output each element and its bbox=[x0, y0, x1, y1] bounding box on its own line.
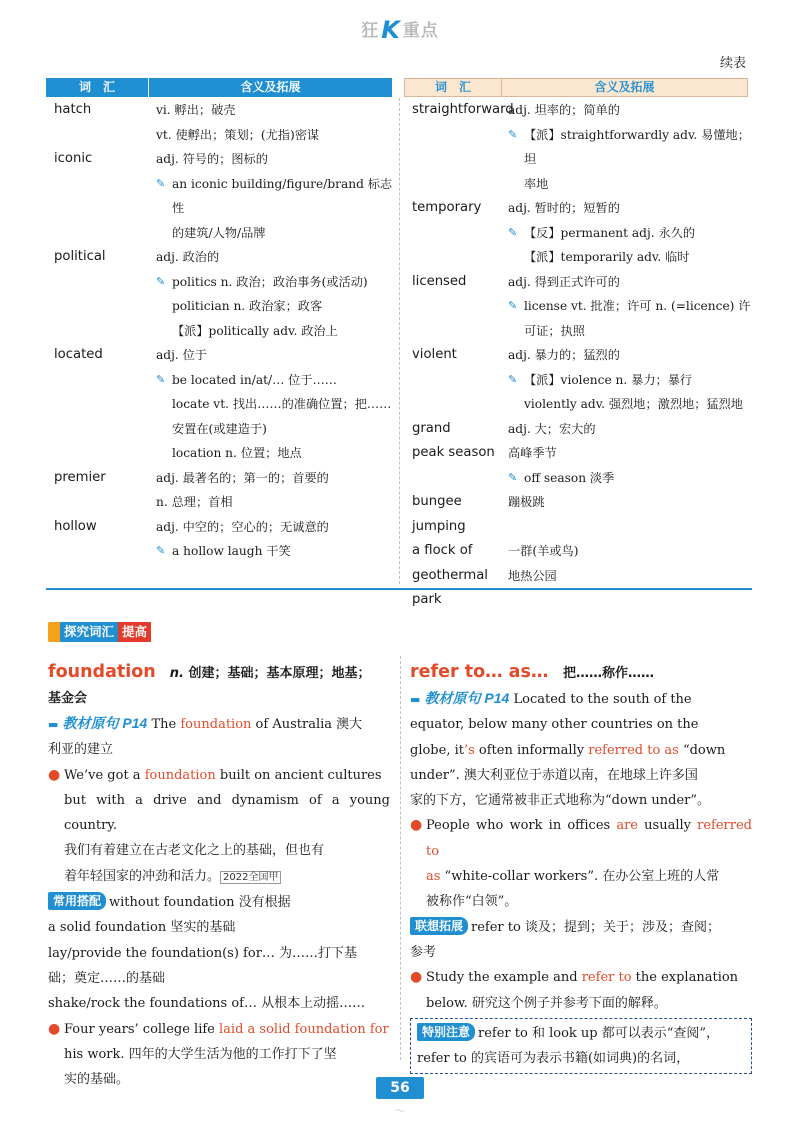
definition-text: 率地 bbox=[524, 176, 549, 191]
text: 被称作“白领”。 bbox=[426, 894, 518, 910]
collocation-label: 常用搭配 bbox=[48, 892, 106, 910]
vocab-definitions bbox=[156, 466, 394, 515]
col-word-header: 词 汇 bbox=[434, 80, 471, 94]
vocab-definition bbox=[156, 245, 394, 270]
pencil-icon: ✎ bbox=[156, 176, 166, 190]
vocab-definition bbox=[156, 294, 394, 319]
definition-text: 【派】politically adv. 政治上 bbox=[172, 323, 338, 338]
vocab-definition bbox=[508, 319, 752, 344]
vocab-column-left bbox=[46, 98, 394, 564]
highlight: refer to bbox=[581, 970, 632, 986]
definition-text: adj. 大；宏大的 bbox=[508, 421, 596, 436]
section-tag bbox=[48, 622, 151, 642]
vocab-entry bbox=[404, 539, 752, 564]
definition-text: 一群(羊或鸟) bbox=[508, 544, 579, 558]
collocation-4: shake/rock the foundations of… 从根本上动摇…… bbox=[48, 996, 366, 1012]
definition-text: a hollow laugh 干笑 bbox=[172, 544, 291, 558]
definition-text: adj. 暂时的；短暂的 bbox=[508, 201, 620, 215]
collocation-3: lay/provide the foundation(s) for… 为……打下基 bbox=[48, 945, 358, 961]
definition-text: 【派】violence n. 暴力；暴行 bbox=[524, 372, 693, 387]
headword-meaning: 创建；基础；基本原理；地基； bbox=[188, 666, 371, 681]
definition-text: adj. 中空的；空心的；无诚意的 bbox=[156, 519, 329, 534]
brand-pre: 狂 bbox=[361, 21, 380, 41]
example-1 bbox=[48, 763, 390, 890]
vocab-word: premier bbox=[54, 469, 106, 485]
vocab-definition bbox=[156, 441, 394, 466]
special-note-line-2: refer to 的宾语可为表示书籍(如词典)的名词， bbox=[417, 1051, 690, 1067]
vocab-definition bbox=[508, 343, 752, 368]
part-of-speech: n. bbox=[169, 666, 184, 681]
source-translation: 利亚的建立 bbox=[48, 742, 114, 758]
vocab-definition bbox=[508, 172, 752, 197]
special-note-box bbox=[410, 1018, 752, 1075]
col-word-header: 词 汇 bbox=[78, 80, 115, 94]
vocab-entry bbox=[46, 245, 394, 343]
pencil-icon: ✎ bbox=[508, 127, 518, 141]
vocab-note bbox=[156, 539, 394, 564]
vocab-note bbox=[156, 368, 394, 393]
vocab-definitions bbox=[508, 539, 752, 564]
book-small-icon: ▬ bbox=[410, 693, 421, 706]
vocab-note bbox=[508, 466, 752, 491]
vocab-word: grand bbox=[412, 420, 451, 436]
definition-text: 地热公园 bbox=[508, 568, 557, 583]
special-note-label: 特别注意 bbox=[417, 1023, 475, 1041]
highlight: laid a solid foundation for bbox=[219, 1021, 389, 1037]
vocab-definition bbox=[156, 319, 394, 344]
vocab-entry bbox=[46, 343, 394, 466]
bullet-icon: ● bbox=[48, 766, 61, 783]
text: the explanation bbox=[631, 970, 739, 986]
vocab-note bbox=[508, 294, 752, 319]
text: Located to the south of the bbox=[513, 692, 692, 707]
vocab-word: peak season bbox=[412, 445, 495, 460]
text: below. 研究这个例子并参考下面的解释。 bbox=[426, 995, 667, 1011]
highlight: are bbox=[616, 818, 639, 834]
vocab-definitions bbox=[508, 98, 752, 196]
vocab-definitions bbox=[156, 245, 394, 343]
definition-text: 【派】straightforwardly adv. 易懂地；坦 bbox=[524, 127, 750, 166]
definition-text: adj. 位于 bbox=[156, 348, 207, 362]
definition-text: 【反】permanent adj. 永久的 bbox=[524, 225, 696, 240]
vocab-table-header-right bbox=[404, 78, 748, 97]
example-2 bbox=[48, 1017, 390, 1093]
vocab-word: geothermal park bbox=[412, 567, 488, 607]
headword: refer to… as… bbox=[410, 662, 549, 682]
vocab-definition bbox=[156, 343, 394, 368]
vocab-word: hatch bbox=[54, 102, 92, 117]
definition-text: violently adv. 强烈地；激烈地；猛烈地 bbox=[524, 397, 743, 411]
definition-text: adj. 得到正式许可的 bbox=[508, 274, 620, 289]
vocab-word: iconic bbox=[54, 151, 93, 166]
brand-logo bbox=[0, 14, 800, 42]
definition-text: 可证；执照 bbox=[524, 323, 585, 338]
collocation-3-cont: 础；奠定……的基础 bbox=[48, 970, 166, 986]
vocab-entry bbox=[404, 196, 752, 270]
column-separator bbox=[400, 656, 401, 1060]
highlight: referred to bbox=[426, 818, 752, 859]
vocab-definition bbox=[156, 515, 394, 540]
definition-text: adj. 最著名的；第一的；首要的 bbox=[156, 470, 329, 485]
text: Four years’ college life bbox=[64, 1021, 220, 1037]
definition-text: n. 总理；首相 bbox=[156, 495, 233, 509]
source-sentence bbox=[410, 686, 752, 813]
vocab-table-header-left bbox=[46, 78, 392, 97]
section-tag-sub: 提高 bbox=[118, 622, 151, 642]
text: globe, it bbox=[410, 742, 464, 758]
vocab-definition bbox=[508, 539, 752, 564]
text: The bbox=[151, 717, 181, 732]
section-divider bbox=[46, 588, 752, 590]
vocab-note bbox=[156, 270, 394, 295]
vocab-definitions bbox=[508, 196, 752, 270]
text: under”. 澳大利亚位于赤道以南，在地球上许多国 bbox=[410, 767, 698, 783]
text: his work. 四年的大学生活为他的工作打下了坚 bbox=[64, 1046, 337, 1062]
vocab-definition bbox=[156, 123, 394, 148]
headword: foundation bbox=[48, 662, 156, 682]
pencil-icon: ✎ bbox=[508, 225, 518, 239]
vocab-definition bbox=[156, 392, 394, 417]
pencil-icon: ✎ bbox=[508, 372, 518, 386]
text: built on ancient cultures bbox=[215, 767, 382, 783]
text: without foundation 没有根据 bbox=[109, 895, 291, 911]
entry-foundation bbox=[48, 660, 390, 1092]
example-2 bbox=[410, 965, 752, 1016]
book-small-icon: ▬ bbox=[48, 718, 59, 731]
vocab-word: straightforward bbox=[412, 102, 514, 117]
special-note-line-1 bbox=[417, 1021, 745, 1046]
vocab-note bbox=[156, 172, 394, 221]
text: “down bbox=[678, 742, 726, 758]
highlight: ’s bbox=[463, 742, 475, 758]
vocab-definition bbox=[156, 147, 394, 172]
vocab-definitions bbox=[156, 98, 394, 147]
vocab-note bbox=[508, 221, 752, 246]
vocab-definitions bbox=[156, 515, 394, 564]
definition-text: adj. 符号的；图标的 bbox=[156, 152, 268, 166]
text: 着年轻国家的冲劲和活力。 bbox=[64, 868, 221, 884]
vocab-definition bbox=[508, 417, 752, 442]
source-label: 教材原句 P14 bbox=[424, 690, 510, 706]
exam-source-badge: 2022全国甲 bbox=[220, 871, 281, 884]
vocab-definition bbox=[508, 441, 752, 466]
entry-refer-to bbox=[410, 660, 752, 1074]
continued-label: 续表 bbox=[719, 56, 746, 71]
text: 我们有着建立在古老文化之上的基础，但也有 bbox=[64, 843, 325, 859]
headword-meaning-cont: 基金会 bbox=[48, 691, 88, 706]
page-number: 56 bbox=[376, 1077, 424, 1099]
footer-swoosh-icon: 〜 bbox=[393, 1104, 406, 1118]
vocab-entry bbox=[46, 515, 394, 564]
definition-text: adj. 坦率的；简单的 bbox=[508, 103, 620, 117]
definition-text: vt. 使孵出；策划；(尤指)密谋 bbox=[156, 127, 320, 142]
vocab-definition bbox=[508, 245, 752, 270]
text: refer to 和 look up 都可以表示“查阅”， bbox=[478, 1025, 720, 1041]
definition-text: 【派】temporarily adv. 临时 bbox=[524, 250, 690, 264]
vocab-word: bungee jumping bbox=[412, 494, 466, 534]
definition-text: locate vt. 找出……的准确位置；把…… bbox=[172, 397, 392, 411]
vocab-definition bbox=[508, 564, 752, 589]
vocab-definitions bbox=[508, 417, 752, 442]
vocab-column-right bbox=[404, 98, 752, 613]
vocab-definition bbox=[508, 270, 752, 295]
text: Study the example and bbox=[426, 970, 582, 986]
association-label: 联想拓展 bbox=[410, 917, 468, 935]
association bbox=[410, 915, 752, 940]
section-tag-main: 探究词汇 bbox=[60, 622, 118, 642]
headword-meaning: 把……称作…… bbox=[562, 666, 654, 681]
vocab-definition bbox=[508, 392, 752, 417]
text: People who work in offices bbox=[426, 818, 617, 834]
vocab-entry bbox=[404, 417, 752, 442]
pencil-icon: ✎ bbox=[156, 372, 166, 386]
vocab-definition bbox=[508, 98, 752, 123]
vocab-word: hollow bbox=[54, 518, 97, 534]
text: 家的下方，它通常被非正式地称为“down under”。 bbox=[410, 793, 711, 809]
vocab-word: a flock of bbox=[412, 543, 473, 558]
highlight: foundation bbox=[180, 717, 252, 732]
vocab-entry bbox=[404, 343, 752, 417]
bullet-icon: ● bbox=[410, 969, 423, 986]
brand-post: 重点 bbox=[402, 21, 439, 41]
vocab-definitions bbox=[508, 270, 752, 344]
vocab-definition bbox=[156, 221, 394, 246]
definition-text: 蹦极跳 bbox=[508, 495, 545, 509]
definition-text: location n. 位置；地点 bbox=[172, 446, 302, 460]
vocab-definition bbox=[156, 98, 394, 123]
definition-text: an iconic building/figure/brand 标志性 bbox=[172, 176, 393, 215]
vocab-definitions bbox=[508, 343, 752, 417]
headword-line bbox=[48, 660, 390, 686]
text: often informally bbox=[474, 742, 589, 758]
text: refer to 谈及；提到；关于；涉及；查阅； bbox=[471, 919, 720, 935]
bullet-icon: ● bbox=[410, 817, 423, 834]
definition-text: 高峰季节 bbox=[508, 446, 557, 460]
definition-text: adj. 政治的 bbox=[156, 250, 220, 264]
vocab-definition bbox=[156, 490, 394, 515]
vocab-definitions bbox=[156, 343, 394, 466]
source-sentence bbox=[48, 711, 390, 737]
vocab-word: temporary bbox=[412, 200, 482, 215]
vocab-definition bbox=[156, 466, 394, 491]
vocab-entry bbox=[404, 490, 752, 539]
vocab-word: violent bbox=[412, 347, 457, 362]
vocab-definitions bbox=[508, 441, 752, 490]
vocab-definitions bbox=[508, 490, 752, 539]
vocab-word: political bbox=[54, 249, 106, 264]
definition-text: adj. 暴力的；猛烈的 bbox=[508, 348, 620, 362]
pencil-icon: ✎ bbox=[156, 274, 166, 288]
vocab-entry bbox=[46, 98, 394, 147]
bullet-icon: ● bbox=[48, 1020, 61, 1037]
headword-line bbox=[410, 660, 752, 686]
highlight: referred to as bbox=[588, 742, 679, 758]
vocab-definition bbox=[508, 196, 752, 221]
vocab-entry bbox=[46, 466, 394, 515]
text: of Australia 澳大 bbox=[251, 717, 363, 732]
definition-text: vi. 孵出；破壳 bbox=[156, 103, 236, 117]
definition-text: be located in/at/… 位于…… bbox=[172, 372, 337, 387]
col-meaning-header: 含义及拓展 bbox=[240, 80, 301, 94]
highlight: as bbox=[426, 869, 441, 885]
vocab-definition bbox=[156, 417, 394, 442]
example-1 bbox=[410, 813, 752, 914]
vocab-word: licensed bbox=[412, 273, 467, 289]
source-label: 教材原句 P14 bbox=[62, 715, 148, 731]
definition-text: 的建筑/人物/品牌 bbox=[172, 225, 266, 240]
definition-text: license vt. 批准；许可 n. (=licence) 许 bbox=[524, 299, 751, 313]
definition-text: 安置在(或建造于) bbox=[172, 421, 267, 436]
text: “white-collar workers”. 在办公室上班的人常 bbox=[440, 869, 720, 885]
vocab-entry bbox=[404, 270, 752, 344]
vocab-entry bbox=[404, 98, 752, 196]
pencil-icon: ✎ bbox=[508, 299, 518, 312]
text: We’ve got a bbox=[64, 767, 145, 783]
vocab-note bbox=[508, 123, 752, 172]
collocations bbox=[48, 890, 390, 915]
vocab-note bbox=[508, 368, 752, 393]
association-cont: 参考 bbox=[410, 944, 437, 960]
vocab-entry bbox=[46, 147, 394, 245]
pencil-icon: ✎ bbox=[156, 544, 166, 557]
highlight: foundation bbox=[144, 767, 216, 783]
vocab-definition bbox=[508, 490, 752, 515]
brand-k: K bbox=[381, 16, 401, 44]
text: but with a drive and dynamism of a young country. bbox=[64, 792, 390, 834]
col-meaning-header: 含义及拓展 bbox=[594, 80, 655, 94]
definition-text: politics n. 政治；政治事务(或活动) bbox=[172, 274, 368, 289]
definition-text: politician n. 政治家；政客 bbox=[172, 299, 323, 313]
vocab-definitions bbox=[156, 147, 394, 245]
pencil-icon: ✎ bbox=[508, 470, 518, 484]
text: 实的基础。 bbox=[64, 1072, 130, 1088]
text: equator, below many other countries on the bbox=[410, 717, 699, 733]
text: usually bbox=[638, 818, 698, 834]
vocab-word: located bbox=[54, 347, 103, 362]
collocation-2: a solid foundation 坚实的基础 bbox=[48, 920, 236, 936]
vocab-entry bbox=[404, 441, 752, 490]
definition-text: off season 淡季 bbox=[524, 470, 615, 485]
